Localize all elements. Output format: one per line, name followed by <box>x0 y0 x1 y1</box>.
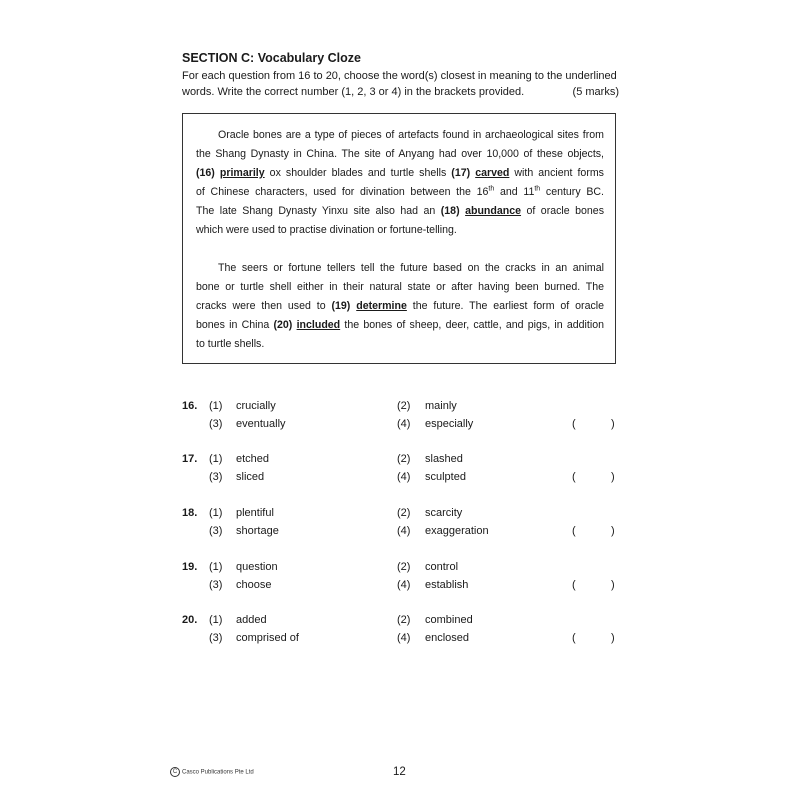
passage-text: of oracle bones <box>521 205 604 217</box>
underlined-word: determine <box>356 300 407 312</box>
option-number: (3) <box>209 632 223 644</box>
option-text: choose <box>236 579 272 591</box>
answer-bracket-close[interactable]: ) <box>611 525 615 537</box>
publisher-name: Casco Publications Pte Ltd <box>182 769 254 776</box>
option-text: control <box>425 561 459 573</box>
passage-text: ox shoulder blades and turtle shells <box>264 167 452 179</box>
passage-text: the future. The earliest form of oracle <box>406 300 604 312</box>
option-row <box>182 632 622 650</box>
passage-text: century BC. <box>540 186 604 198</box>
passage-line: Oracle bones are a type of pieces of artefacts found in archaeological sites from <box>218 129 604 141</box>
page-number: 12 <box>393 766 406 778</box>
underlined-word: carved <box>475 167 510 179</box>
option-text: eventually <box>236 418 286 430</box>
question-item <box>182 453 622 489</box>
underlined-word: included <box>296 319 341 331</box>
option-number: (3) <box>209 471 223 483</box>
question-ref: (18) <box>440 205 460 217</box>
option-row <box>182 507 622 525</box>
option-number: (3) <box>209 579 223 591</box>
answer-bracket-close[interactable]: ) <box>611 632 615 644</box>
instructions <box>182 69 619 100</box>
question-item <box>182 561 622 597</box>
passage-line: bone or turtle shell either in their natural state or after having been burned. The <box>196 281 604 293</box>
question-number: 16. <box>182 400 198 412</box>
question-ref: (19) <box>331 300 351 312</box>
option-text: exaggeration <box>425 525 489 537</box>
option-number: (1) <box>209 400 223 412</box>
option-row <box>182 561 622 579</box>
option-number: (2) <box>397 614 411 626</box>
passage-box <box>182 113 616 364</box>
question-ref: (16) <box>196 167 215 179</box>
option-number: (1) <box>209 561 223 573</box>
option-row <box>182 471 622 489</box>
option-number: (1) <box>209 507 223 519</box>
underlined-word: abundance <box>465 205 522 217</box>
superscript: th <box>534 185 541 193</box>
option-number: (3) <box>209 418 223 430</box>
passage-line: the Shang Dynasty in China. The site of Anyang had over 10,000 of these objects, <box>196 148 604 160</box>
option-text: etched <box>236 453 270 465</box>
superscript: th <box>488 185 495 193</box>
publisher-logo <box>170 767 254 777</box>
passage-line <box>196 202 604 221</box>
option-number: (4) <box>397 579 411 591</box>
option-text: establish <box>425 579 469 591</box>
question-number: 20. <box>182 614 198 626</box>
question-ref: (17) <box>451 167 471 179</box>
option-row <box>182 525 622 543</box>
marks-label: (5 marks) <box>572 85 619 98</box>
underlined-word: primarily <box>219 167 265 179</box>
passage-line: which were used to practise divination or fortune-telling. <box>196 224 457 236</box>
option-number: (2) <box>397 453 411 465</box>
question-number: 19. <box>182 561 198 573</box>
option-number: (2) <box>397 561 411 573</box>
option-text: comprised of <box>236 632 299 644</box>
question-item <box>182 507 622 543</box>
answer-bracket-close[interactable]: ) <box>611 579 615 591</box>
option-row <box>182 400 622 418</box>
section-title: SECTION C: Vocabulary Cloze <box>182 51 361 65</box>
passage-text: of Chinese characters, used for divination between the 16 <box>196 186 489 198</box>
passage-line <box>196 183 604 202</box>
option-text: slashed <box>425 453 463 465</box>
option-number: (2) <box>397 507 411 519</box>
instruction-line-2: words. Write the correct number (1, 2, 3 or 4) in the brackets provided. <box>182 85 525 98</box>
option-number: (4) <box>397 471 411 483</box>
passage-line: The seers or fortune tellers tell the future based on the cracks in an animal <box>218 262 604 274</box>
passage-text: cracks were then used to <box>196 300 332 312</box>
answer-bracket-open[interactable]: ( <box>572 471 576 483</box>
passage-line <box>196 297 604 316</box>
option-text: question <box>236 561 278 573</box>
answer-bracket-open[interactable]: ( <box>572 418 576 430</box>
option-text: sliced <box>236 471 265 483</box>
option-text: shortage <box>236 525 279 537</box>
option-text: sculpted <box>425 471 466 483</box>
option-text: enclosed <box>425 632 470 644</box>
passage-text: the bones of sheep, deer, cattle, and pigs, in addition <box>340 319 604 331</box>
option-number: (3) <box>209 525 223 537</box>
answer-bracket-open[interactable]: ( <box>572 579 576 591</box>
option-text: especially <box>425 418 474 430</box>
option-text: scarcity <box>425 507 463 519</box>
passage-line <box>196 164 604 183</box>
question-number: 18. <box>182 507 198 519</box>
passage-paragraph-1 <box>196 126 604 240</box>
option-number: (1) <box>209 614 223 626</box>
option-text: crucially <box>236 400 276 412</box>
passage-text: with ancient forms <box>509 167 604 179</box>
question-item <box>182 614 622 650</box>
option-number: (2) <box>397 400 411 412</box>
passage-line <box>196 316 604 335</box>
question-item <box>182 400 622 436</box>
answer-bracket-open[interactable]: ( <box>572 632 576 644</box>
answer-bracket-close[interactable]: ) <box>611 471 615 483</box>
passage-text: bones in China <box>196 319 274 331</box>
option-number: (1) <box>209 453 223 465</box>
passage-text: The late Shang Dynasty Yinxu site also had an <box>196 205 441 217</box>
option-text: mainly <box>425 400 457 412</box>
option-text: combined <box>425 614 473 626</box>
instruction-line-1: For each question from 16 to 20, choose the word(s) closest in meaning to the underlined <box>182 70 617 82</box>
answer-bracket-close[interactable]: ) <box>611 418 615 430</box>
question-number: 17. <box>182 453 198 465</box>
passage-paragraph-2 <box>196 259 604 354</box>
option-number: (4) <box>397 525 411 537</box>
option-row <box>182 579 622 597</box>
option-row <box>182 614 622 632</box>
question-ref: (20) <box>273 319 293 331</box>
passage-line: to turtle shells. <box>196 338 265 350</box>
option-text: plentiful <box>236 507 274 519</box>
copyright-icon: C <box>170 767 180 777</box>
option-number: (4) <box>397 632 411 644</box>
option-text: added <box>236 614 267 626</box>
option-row <box>182 453 622 471</box>
option-number: (4) <box>397 418 411 430</box>
answer-bracket-open[interactable]: ( <box>572 525 576 537</box>
passage-text: and 11 <box>494 186 535 198</box>
option-row <box>182 418 622 436</box>
